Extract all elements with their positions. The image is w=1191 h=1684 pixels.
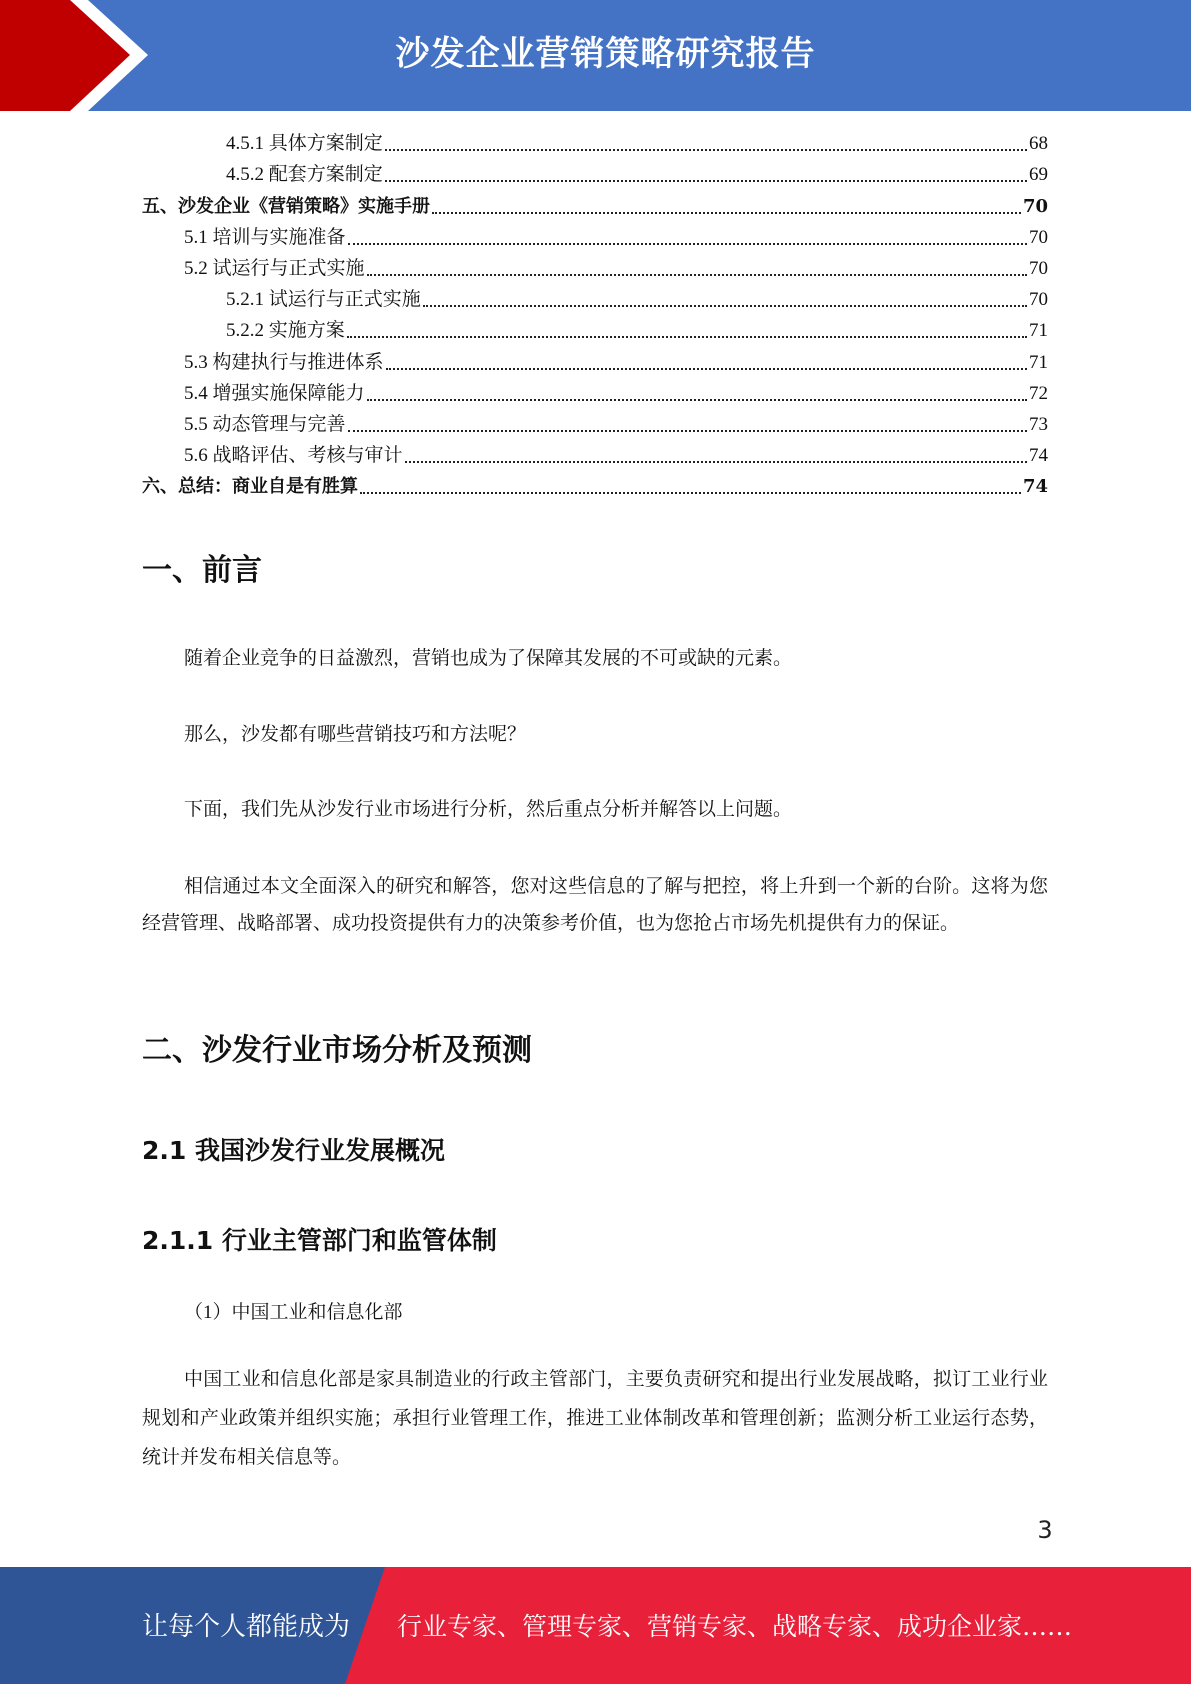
toc-leader-dots (405, 461, 1027, 463)
toc-entry-page: 70 (1022, 195, 1048, 217)
toc-entry[interactable] (142, 128, 1048, 159)
toc-entry-label: 4.5.2 配套方案制定 (226, 164, 383, 186)
toc-entry[interactable] (142, 471, 1048, 502)
subsection-heading: 2.1 我国沙发行业发展概况 (142, 1136, 445, 1165)
toc-entry-page: 74 (1029, 445, 1048, 467)
toc-entry-label: 5.2.2 实施方案 (226, 320, 345, 342)
list-item-label: （1）中国工业和信息化部 (184, 1302, 403, 1323)
subsubsection-heading: 2.1.1 行业主管部门和监管体制 (142, 1226, 497, 1255)
page-header (0, 0, 1191, 111)
paragraph: 随着企业竞争的日益激烈，营销也成为了保障其发展的不可或缺的元素。 (184, 648, 793, 669)
section-heading-preface: 一、前言 (142, 553, 262, 588)
toc-entry-page: 68 (1029, 133, 1048, 155)
section-heading-market-analysis: 二、沙发行业市场分析及预测 (142, 1033, 532, 1068)
toc-leader-dots (423, 305, 1027, 307)
footer-slogan-right: 行业专家、管理专家、营销专家、战略专家、成功企业家…… (397, 1612, 1073, 1641)
toc-entry-page: 70 (1029, 257, 1048, 279)
toc-entry[interactable] (142, 440, 1048, 471)
toc-leader-dots (348, 243, 1027, 245)
toc-entry-label: 六、总结：商业自是有胜算 (142, 476, 358, 498)
toc-entry-page: 73 (1029, 413, 1048, 435)
toc-leader-dots (385, 180, 1027, 182)
report-title: 沙发企业营销策略研究报告 (395, 34, 816, 74)
toc-entry[interactable] (142, 346, 1048, 377)
toc-leader-dots (386, 368, 1027, 370)
toc-leader-dots (367, 274, 1027, 276)
toc-leader-dots (367, 399, 1027, 401)
toc-leader-dots (348, 430, 1027, 432)
toc-entry-label: 5.6 战略评估、考核与审计 (184, 445, 403, 467)
table-of-contents (142, 128, 1048, 502)
toc-leader-dots (385, 149, 1027, 151)
toc-entry-page: 74 (1022, 476, 1048, 498)
toc-entry-label: 5.5 动态管理与完善 (184, 413, 346, 435)
toc-entry[interactable] (142, 378, 1048, 409)
toc-entry[interactable] (142, 315, 1048, 346)
toc-entry-label: 5.2.1 试运行与正式实施 (226, 289, 421, 311)
toc-entry-label: 5.3 构建执行与推进体系 (184, 351, 384, 373)
toc-entry[interactable] (142, 253, 1048, 284)
toc-entry[interactable] (142, 159, 1048, 190)
toc-entry[interactable] (142, 190, 1048, 221)
toc-entry-page: 70 (1029, 226, 1048, 248)
paragraph: 那么，沙发都有哪些营销技巧和方法呢？ (184, 724, 527, 745)
toc-leader-dots (432, 212, 1021, 214)
toc-entry-page: 70 (1029, 289, 1048, 311)
toc-entry[interactable] (142, 409, 1048, 440)
toc-entry-label: 5.1 培训与实施准备 (184, 226, 346, 248)
toc-entry-label: 4.5.1 具体方案制定 (226, 133, 383, 155)
toc-entry-label: 5.4 增强实施保障能力 (184, 382, 365, 404)
toc-entry-page: 71 (1029, 320, 1048, 342)
paragraph: 下面，我们先从沙发行业市场进行分析，然后重点分析并解答以上问题。 (184, 799, 793, 820)
toc-entry-page: 69 (1029, 164, 1048, 186)
page-footer (0, 1567, 1191, 1684)
paragraph: 相信通过本文全面深入的研究和解答，您对这些信息的了解与把控，将上升到一个新的台阶。这将为您经营管理、战略部署、成功投资提供有力的决策参考价值，也为您抢占市场先机提供有力的保证。 (142, 876, 1048, 934)
toc-entry-label: 5.2 试运行与正式实施 (184, 257, 365, 279)
page-number: 3 (1037, 1516, 1053, 1544)
toc-entry-label: 五、沙发企业《营销策略》实施手册 (142, 195, 430, 217)
toc-entry-page: 72 (1029, 382, 1048, 404)
toc-entry[interactable] (142, 222, 1048, 253)
toc-entry[interactable] (142, 284, 1048, 315)
toc-leader-dots (347, 336, 1027, 338)
toc-leader-dots (360, 492, 1021, 494)
toc-entry-page: 71 (1029, 351, 1048, 373)
footer-slogan-left: 让每个人都能成为 (142, 1612, 351, 1642)
paragraph: 中国工业和信息化部是家具制造业的行政主管部门，主要负责研究和提出行业发展战略，拟订工业行业规划和产业政策并组织实施；承担行业管理工作，推进工业体制改革和管理创新；监测分析工业运行态势，统计并发布相关信息等。 (142, 1369, 1048, 1468)
